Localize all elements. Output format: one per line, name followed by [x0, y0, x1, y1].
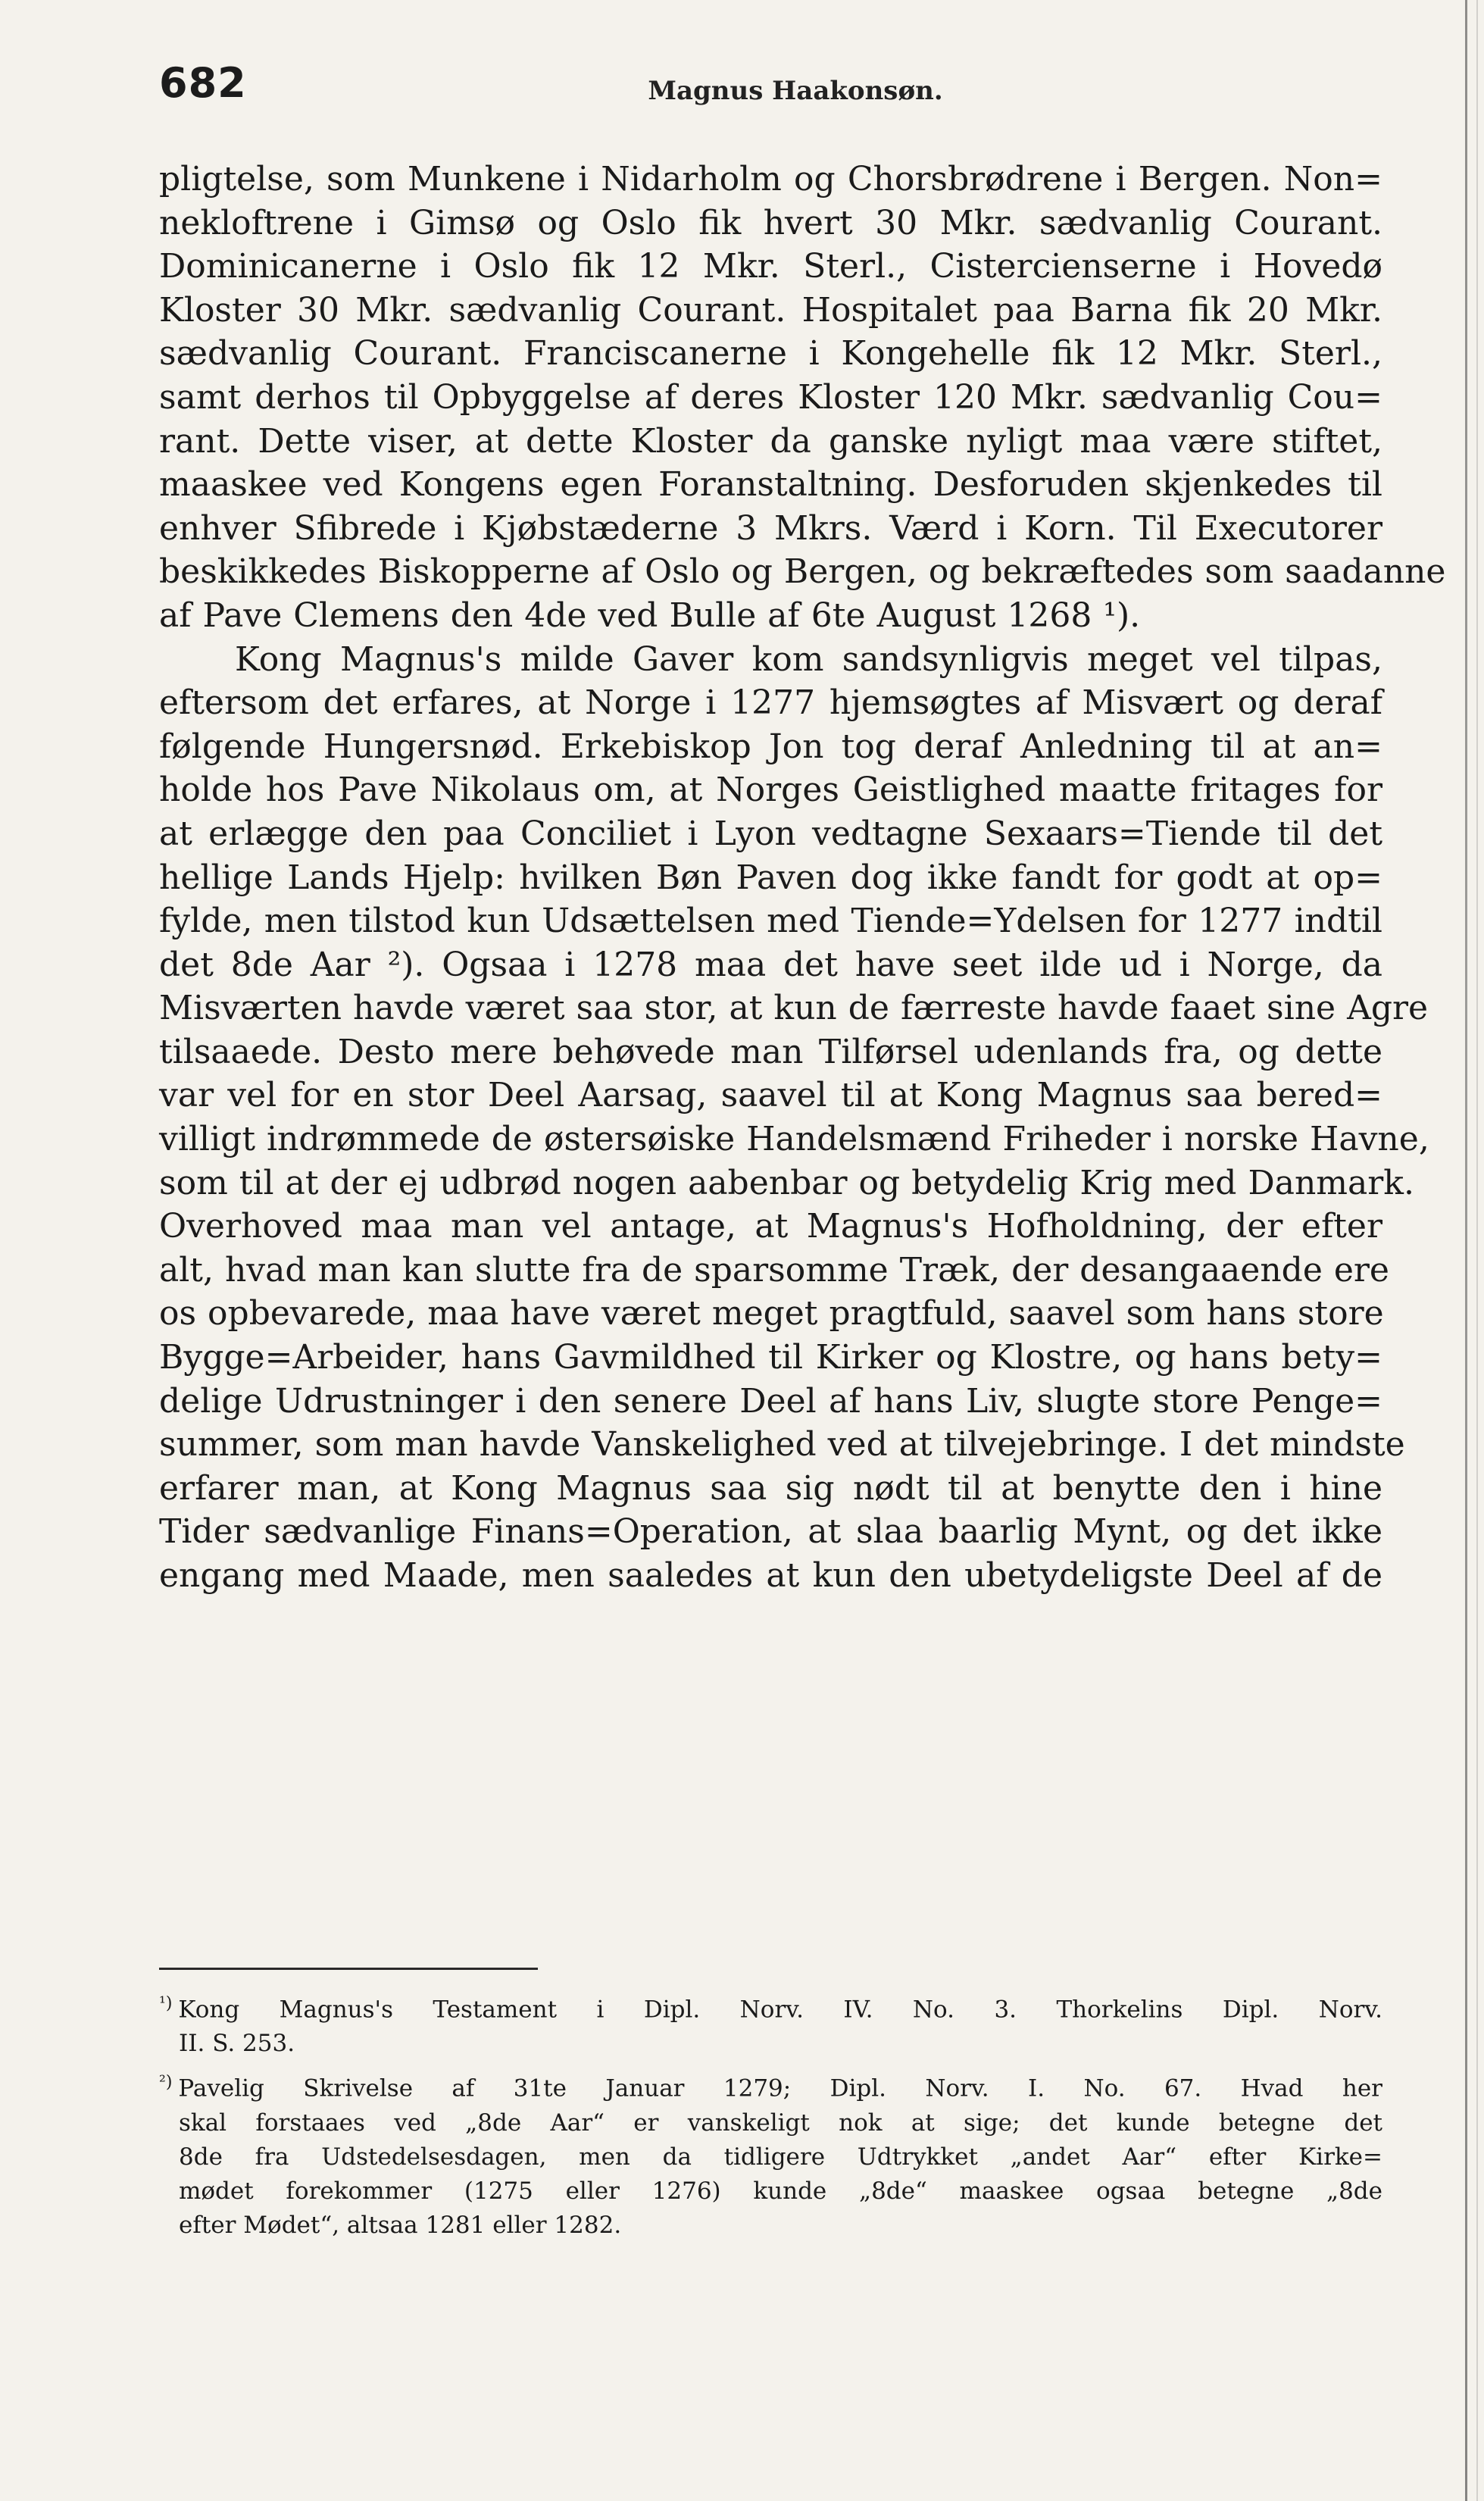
footnote-marker: ²)	[159, 2073, 173, 2093]
text-line: Misværten havde været saa stor, at kun de færreste havde faaet sine Agre	[159, 989, 1429, 1028]
footnote-text: skal forstaaes ved „8de Aar“ er vanskeligt nok at sige; det kunde betegne det	[179, 2109, 1382, 2137]
text-line: enhver Sfibrede i Kjøbstæderne 3 Mkrs. Værd i Korn. Til Executorer	[159, 508, 1382, 548]
text-line: erfarer man, at Kong Magnus saa sig nødt til at benytte den i hine	[159, 1468, 1382, 1508]
page-edge-shadow	[1465, 0, 1467, 2501]
text-line: tilsaaede. Desto mere behøvede man Tilførsel udenlands fra, og dette	[159, 1032, 1382, 1071]
text-line: Bygge=Arbeider, hans Gavmildhed til Kirker og Klostre, og hans bety=	[159, 1338, 1382, 1377]
text-line: os opbevarede, maa have været meget pragtfuld, saavel som hans store	[159, 1294, 1384, 1333]
paragraph-2	[159, 638, 1429, 1598]
text-line: engang med Maade, men saaledes at kun den ubetydeligste Deel af de	[159, 1556, 1382, 1595]
text-line: Overhoved maa man vel antage, at Magnus's Hofholdning, der efter	[159, 1207, 1382, 1246]
footnote-1	[159, 1987, 1382, 2061]
text-line: følgende Hungersnød. Erkebiskop Jon tog deraf Anledning til at an=	[159, 727, 1382, 766]
text-line: delige Udrustninger i den senere Deel af hans Liv, slugte store Penge=	[159, 1381, 1382, 1421]
text-line: alt, hvad man kan slutte fra de sparsomme Træk, der desangaaende ere	[159, 1250, 1389, 1290]
body-text	[159, 158, 1446, 1598]
page-edge-shadow-outer	[1476, 0, 1478, 2501]
text-line: Tider sædvanlige Finans=Operation, at slaa baarlig Mynt, og det ikke	[159, 1512, 1382, 1552]
text-line: holde hos Pave Nikolaus om, at Norges Geistlighed maatte fritages for	[159, 771, 1382, 810]
text-line: beskikkedes Biskopperne af Oslo og Bergen, og bekræftedes som saadanne	[159, 552, 1446, 592]
footnote-marker: ¹)	[159, 1994, 173, 2013]
text-line: nekloftrene i Gimsø og Oslo fik hvert 30 Mkr. sædvanlig Courant.	[159, 203, 1382, 242]
text-line: samt derhos til Opbyggelse af deres Kloster 120 Mkr. sædvanlig Cou=	[159, 377, 1382, 417]
footnote-text: efter Mødet“, altsaa 1281 eller 1282.	[179, 2211, 622, 2239]
footnotes	[159, 1987, 1382, 2247]
text-line: var vel for en stor Deel Aarsag, saavel til at Kong Magnus saa bered=	[159, 1076, 1382, 1115]
text-line: fylde, men tilstod kun Udsættelsen med Tiende=Ydelsen for 1277 indtil	[159, 902, 1382, 941]
text-line: Kloster 30 Mkr. sædvanlig Courant. Hospitalet paa Barna fik 20 Mkr.	[159, 290, 1382, 330]
footnote-text: mødet forekommer (1275 eller 1276) kunde „8de“ maaskee ogsaa betegne „8de	[179, 2177, 1382, 2205]
page-number: 682	[159, 59, 247, 107]
text-line: sædvanlig Courant. Franciscanerne i Kongehelle fik 12 Mkr. Sterl.,	[159, 334, 1382, 374]
paragraph-1	[159, 158, 1446, 638]
text-line: som til at der ej udbrød nogen aabenbar og betydelig Krig med Danmark.	[159, 1163, 1414, 1202]
footnote-text: 8de fra Udstedelsesdagen, men da tidligere Udtrykket „andet Aar“ efter Kirke=	[179, 2143, 1382, 2171]
footnote-text: Kong Magnus's Testament i Dipl. Norv. IV. No. 3. Thorkelins Dipl. Norv.	[178, 1996, 1382, 2024]
footnote-divider	[159, 1968, 538, 1970]
text-line: pligtelse, som Munkene i Nidarholm og Chorsbrødrene i Bergen. Non=	[159, 160, 1382, 199]
running-title: Magnus Haakonsøn.	[648, 76, 943, 106]
footnote-text: Pavelig Skrivelse af 31te Januar 1279; Dipl. Norv. I. No. 67. Hvad her	[178, 2074, 1382, 2102]
page-header	[159, 59, 1401, 120]
footnote-2	[159, 2065, 1382, 2242]
text-line: summer, som man havde Vanskelighed ved at tilvejebringe. I det mindste	[159, 1425, 1405, 1465]
text-line: rant. Dette viser, at dette Kloster da ganske nyligt maa være stiftet,	[159, 421, 1382, 461]
footnote-text: II. S. 253.	[179, 2030, 295, 2058]
text-line: at erlægge den paa Conciliet i Lyon vedtagne Sexaars=Tiende til det	[159, 814, 1382, 853]
text-line: Kong Magnus's milde Gaver kom sandsynligvis meget vel tilpas,	[235, 639, 1382, 679]
text-line: villigt indrømmede de østersøiske Handelsmænd Friheder i norske Havne,	[159, 1120, 1429, 1159]
text-line: af Pave Clemens den 4de ved Bulle af 6te August 1268 ¹).	[159, 596, 1141, 635]
text-line: hellige Lands Hjelp: hvilken Bøn Paven dog ikke fandt for godt at op=	[159, 858, 1382, 897]
text-line: Dominicanerne i Oslo fik 12 Mkr. Sterl., Cistercienserne i Hovedø	[159, 247, 1382, 286]
text-line: maaskee ved Kongens egen Foranstaltning. Desforuden skjenkedes til	[159, 465, 1382, 505]
text-line: eftersom det erfares, at Norge i 1277 hjemsøgtes af Misvært og deraf	[159, 683, 1382, 723]
text-line: det 8de Aar ²). Ogsaa i 1278 maa det have seet ilde ud i Norge, da	[159, 945, 1382, 984]
